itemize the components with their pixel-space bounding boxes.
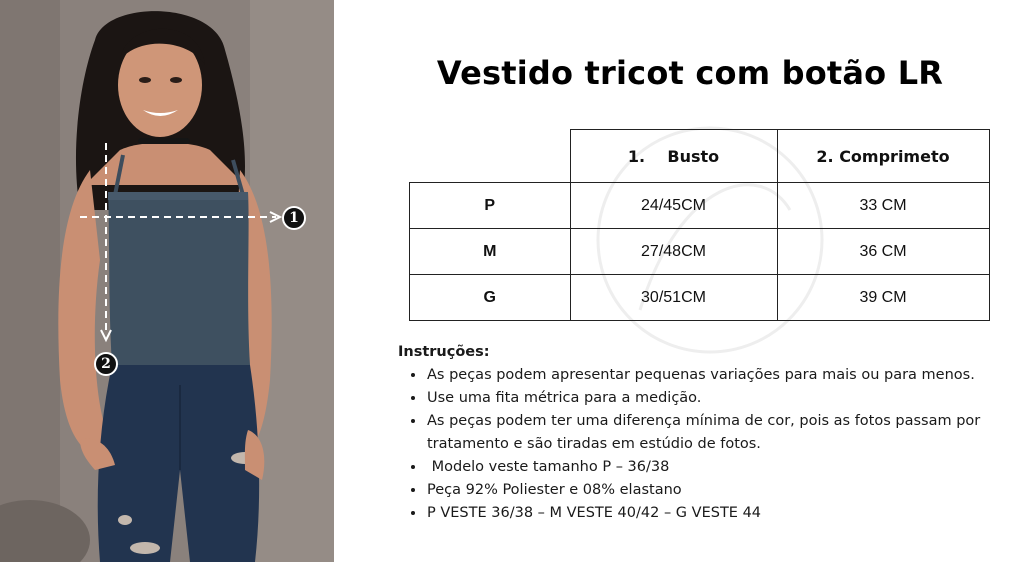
comprimento-value: 39 CM <box>777 275 989 321</box>
instruction-item: • Peça 92% Poliester e 08% elastano <box>426 479 1013 502</box>
header-comprimento: 2. Comprimeto <box>777 130 989 183</box>
instruction-item: • P VESTE 36/38 – M VESTE 40/42 – G VESTE 44 <box>426 502 1013 525</box>
instructions-list <box>398 364 1013 525</box>
size-label: G <box>410 275 571 321</box>
measure-marker-2: 2 <box>94 352 118 376</box>
model-illustration <box>0 0 334 562</box>
instruction-item: • As peças podem apresentar pequenas variações para mais ou para menos. <box>426 364 1013 387</box>
table-row <box>410 275 990 321</box>
table-row <box>410 229 990 275</box>
busto-value: 27/48CM <box>570 229 777 275</box>
busto-value: 30/51CM <box>570 275 777 321</box>
busto-value: 24/45CM <box>570 183 777 229</box>
comprimento-value: 36 CM <box>777 229 989 275</box>
size-table <box>409 129 990 321</box>
header-busto: 1. Busto <box>570 130 777 183</box>
instructions-heading: Instruções: <box>398 344 490 360</box>
instruction-item: • As peças podem ter uma diferença mínima de cor, pois as fotos passam por tratamento e são tiradas em estúdio de fotos. <box>426 410 1013 456</box>
instruction-item: • Use uma fita métrica para a medição. <box>426 387 1013 410</box>
page-title: Vestido tricot com botão LR <box>436 54 944 92</box>
size-label: P <box>410 183 571 229</box>
table-corner <box>410 130 571 183</box>
instructions-section <box>398 344 1013 525</box>
comprimento-value: 33 CM <box>777 183 989 229</box>
table-row <box>410 183 990 229</box>
instruction-item: • Modelo veste tamanho P – 36/38 <box>426 456 1013 479</box>
model-photo <box>0 0 334 562</box>
size-label: M <box>410 229 571 275</box>
measure-marker-1: 1 <box>282 206 306 230</box>
